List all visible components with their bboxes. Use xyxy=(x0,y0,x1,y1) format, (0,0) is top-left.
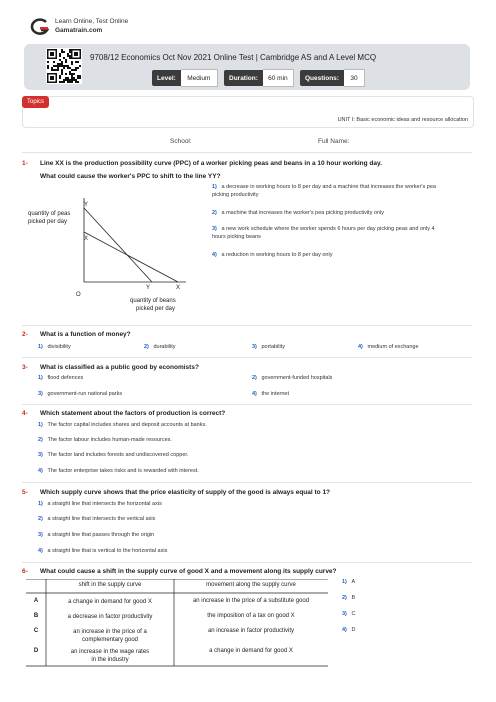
qr-code-icon[interactable] xyxy=(46,48,82,84)
table-cell-text: in the industry xyxy=(91,657,129,664)
divider xyxy=(22,404,472,405)
table-cell-movement: the imposition of a tax on good X xyxy=(207,613,295,619)
option-text: government-funded hospitals xyxy=(261,375,333,381)
option[interactable] xyxy=(252,344,285,352)
option-number: 2) xyxy=(38,437,43,443)
option-text: a new work schedule where the worker spends 6 hours per day picking peas and only 4 xyxy=(221,226,435,232)
option[interactable] xyxy=(212,184,462,200)
option[interactable] xyxy=(342,611,355,619)
option[interactable] xyxy=(38,532,154,540)
question-text: What is classified as a public good by economists? xyxy=(40,364,199,371)
option-number: 1) xyxy=(38,344,43,350)
option-text: The factor land includes forests and undiscovered copper. xyxy=(47,452,189,458)
option-text: B xyxy=(351,595,356,601)
option[interactable] xyxy=(252,391,289,399)
option[interactable] xyxy=(38,422,207,430)
table-cell-shift xyxy=(46,648,174,664)
topics-panel xyxy=(22,96,474,128)
question-text: What could cause the worker's PPC to shift to the line YY? xyxy=(40,173,221,180)
option-number: 4) xyxy=(252,391,257,397)
ppc-label-xx-top: X xyxy=(84,236,89,242)
question-text: What is a function of money? xyxy=(40,331,131,338)
table-row-key: B xyxy=(33,613,39,619)
option-text: a straight line that intersects the horizontal axis xyxy=(47,501,162,507)
topics-tag: Topics xyxy=(22,96,49,108)
question-number: 6- xyxy=(22,568,28,575)
table-header-shift: shift in the supply curve xyxy=(78,582,142,588)
option[interactable] xyxy=(38,516,155,524)
option-number: 4) xyxy=(38,548,43,554)
option[interactable] xyxy=(38,375,83,383)
option-text: the internet xyxy=(261,391,290,397)
duration-value: 60 min xyxy=(263,69,294,87)
question-text: What could cause a shift in the supply curve of good X and a movement along its supply curve? xyxy=(40,568,337,575)
option-number: 1) xyxy=(212,184,217,190)
questions-value: 30 xyxy=(344,69,365,87)
option[interactable] xyxy=(342,579,355,587)
table-row-key: C xyxy=(33,628,39,634)
gamatrain-logo xyxy=(30,18,50,36)
question-text: Line XX is the production possibility curve (PPC) of a worker picking peas and beans in a 10 hour working day. xyxy=(40,160,382,167)
y-axis-label: picked per day xyxy=(28,219,68,225)
option-text: a machine that increases the worker's pea picking productivity only xyxy=(221,210,384,216)
duration-label: Duration: xyxy=(224,70,263,86)
question-number: 5- xyxy=(22,489,28,496)
option-number: 2) xyxy=(38,516,43,522)
option-text: medium of exchange xyxy=(367,344,419,350)
option[interactable] xyxy=(38,548,167,556)
option-text: hours picking beans xyxy=(212,233,261,240)
divider xyxy=(22,152,472,153)
option[interactable] xyxy=(252,375,332,383)
level-chip xyxy=(152,70,218,86)
option-text: a straight line that is vertical to the horizontal axis xyxy=(47,548,168,554)
brand-tagline: Learn Online, Test Online xyxy=(55,18,129,25)
option[interactable] xyxy=(212,226,462,242)
option[interactable] xyxy=(38,344,71,352)
table-row-key: A xyxy=(33,598,39,604)
option[interactable] xyxy=(358,344,419,352)
table-cell-text: a decrease in factor productivity xyxy=(67,614,153,620)
brand-domain[interactable]: Gamatrain.com xyxy=(55,27,103,34)
level-label: Level: xyxy=(152,70,181,86)
option[interactable] xyxy=(212,210,462,218)
table-cell-shift xyxy=(46,613,174,621)
option-number: 3) xyxy=(38,391,43,397)
option-number: 4) xyxy=(342,627,347,633)
table-cell-movement: an increase in factor productivity xyxy=(207,628,295,634)
option-text: government-run national parks xyxy=(47,391,123,397)
option-text: The factor capital includes shares and deposit accounts at banks. xyxy=(47,422,207,428)
question-number: 1- xyxy=(22,160,28,167)
option-text: a reduction in working hours to 8 per day only xyxy=(221,252,333,258)
option-number: 3) xyxy=(252,344,257,350)
level-value: Medium xyxy=(181,69,218,87)
table-cell-shift xyxy=(46,628,174,644)
table-cell-text: an increase in the price of a xyxy=(73,629,147,635)
ppc-label-yy-bottom: Y xyxy=(146,285,151,291)
option-text: a decrease in working hours to 8 per day and a machine that increases the worker's pea xyxy=(221,184,436,190)
x-axis-label: picked per day xyxy=(136,306,176,312)
divider xyxy=(22,325,472,326)
option-number: 1) xyxy=(38,375,43,381)
option-number: 1) xyxy=(342,579,347,585)
option[interactable] xyxy=(38,468,199,476)
option-number: 4) xyxy=(38,468,43,474)
full-name-label: Full Name: xyxy=(318,138,350,145)
option-text: picking productivity xyxy=(212,191,259,198)
option-text: a straight line that passes through the origin xyxy=(47,532,155,538)
option[interactable] xyxy=(144,344,176,352)
test-title: 9708/12 Economics Oct Nov 2021 Online Test | Cambridge AS and A Level MCQ xyxy=(90,53,377,62)
option-text: flood defences xyxy=(47,375,84,381)
option-number: 4) xyxy=(212,252,217,258)
topic-unit: UNIT I: Basic economic ideas and resource allocation xyxy=(337,117,468,123)
duration-chip xyxy=(224,70,294,86)
divider xyxy=(22,482,472,483)
table-cell-movement: an increase in the price of a substitute good xyxy=(192,598,310,604)
questions-label: Questions: xyxy=(300,70,344,86)
option-text: The factor enterprise takes risks and is rewarded with interest. xyxy=(47,468,199,474)
option-number: 2) xyxy=(144,344,149,350)
option[interactable] xyxy=(38,437,172,445)
option[interactable] xyxy=(342,627,355,635)
option-number: 3) xyxy=(38,532,43,538)
option-number: 4) xyxy=(358,344,363,350)
table-cell-shift xyxy=(46,598,174,606)
option-text: C xyxy=(351,611,356,617)
option-number: 2) xyxy=(252,375,257,381)
option[interactable] xyxy=(38,452,188,460)
question-text: Which statement about the factors of production is correct? xyxy=(40,410,226,417)
questions-chip xyxy=(300,70,365,86)
option-number: 1) xyxy=(38,422,43,428)
table-header-movement: movement along the supply curve xyxy=(206,582,296,588)
option[interactable] xyxy=(342,595,355,603)
option-text: The factor labour includes human-made resources. xyxy=(47,437,172,443)
option[interactable] xyxy=(38,391,122,399)
option-text: D xyxy=(351,627,356,633)
question-text: Which supply curve shows that the price elasticity of supply of the good is always equal to 1? xyxy=(40,489,331,496)
table-cell-text: an increase in the wage rates xyxy=(70,649,150,655)
option-text: divisibility xyxy=(47,344,71,350)
option-number: 3) xyxy=(342,611,347,617)
ppc-label-xx-bottom: X xyxy=(176,285,181,291)
question-number: 3- xyxy=(22,364,28,371)
table-cell-movement: a change in demand for good X xyxy=(209,648,293,654)
divider xyxy=(22,562,472,563)
table-row-key: D xyxy=(33,648,39,654)
option-number: 2) xyxy=(212,210,217,216)
x-axis-label: quantity of beans xyxy=(130,298,176,304)
table-cell-text: complementary good xyxy=(81,637,139,644)
option-text: a straight line that intersects the vertical axis xyxy=(47,516,156,522)
y-axis-label: quantity of peas xyxy=(28,211,71,217)
option-number: 2) xyxy=(342,595,347,601)
divider xyxy=(22,357,472,358)
option-text: durability xyxy=(153,344,176,350)
option-number: 1) xyxy=(38,501,43,507)
option-number: 3) xyxy=(212,226,217,232)
origin-label: O xyxy=(76,292,81,298)
option[interactable] xyxy=(212,252,462,260)
option[interactable] xyxy=(38,501,162,509)
table-cell-text: a change in demand for good X xyxy=(68,599,152,605)
option-number: 3) xyxy=(38,452,43,458)
question-number: 2- xyxy=(22,331,28,338)
option-text: A xyxy=(351,579,356,585)
ppc-label-yy-top: Y xyxy=(84,202,89,208)
option-text: portability xyxy=(261,344,286,350)
question-number: 4- xyxy=(22,410,28,417)
school-label: School: xyxy=(170,138,192,145)
ppc-graph xyxy=(26,192,196,316)
